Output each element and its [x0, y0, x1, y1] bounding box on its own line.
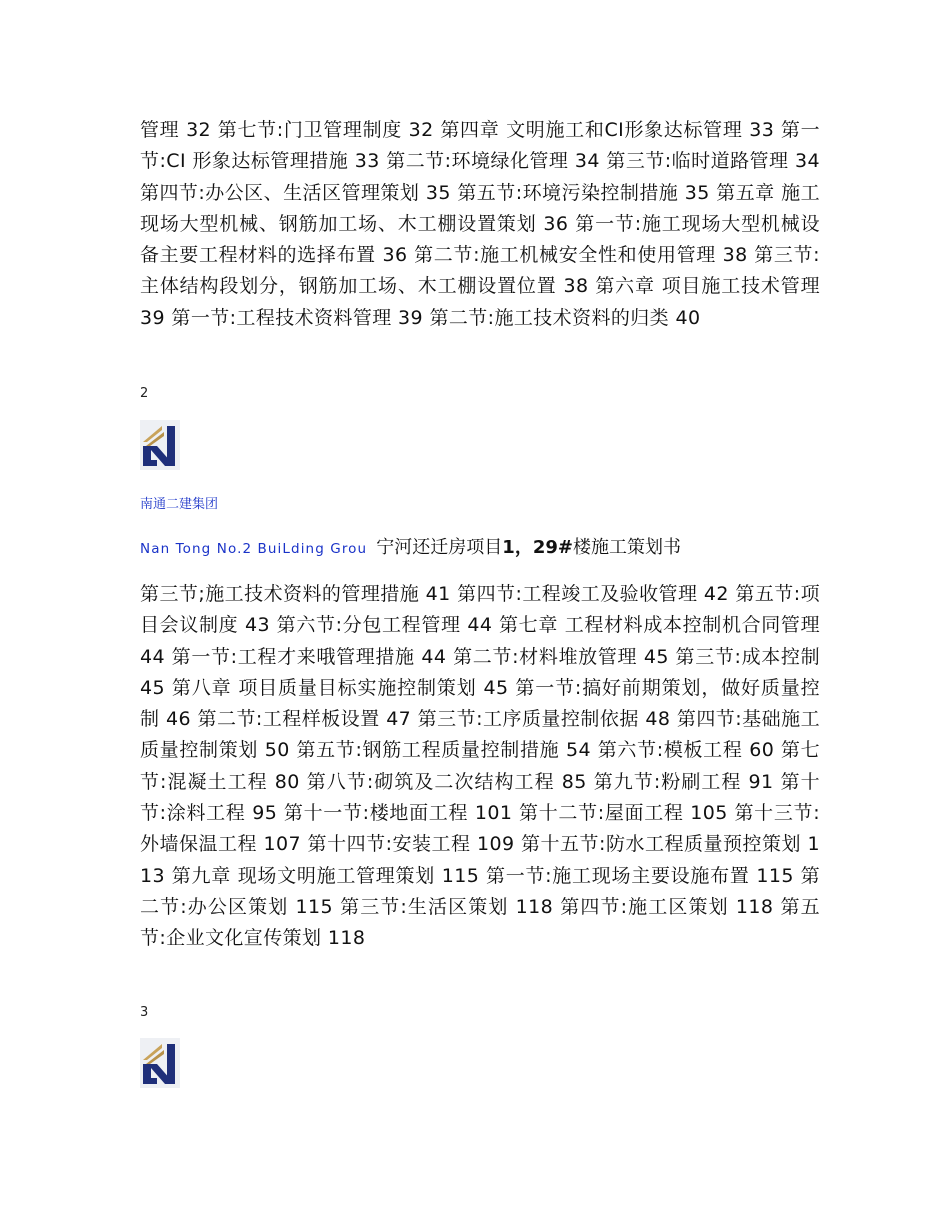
company-logo-icon	[140, 1038, 180, 1088]
project-title	[376, 537, 681, 558]
toc-text-block-1: 管理 32 第七节:门卫管理制度 32 第四章 文明施工和CI形象达标管理 33 第一节:CI 形象达标管理措施 33 第二节:环境绿化管理 34 第三节:临时道路管理 34 第四节:办公区、生活区管理策划 35 第五节:环境污染控制措施 35 第五章 施工现场大型机械、钢筋加工场、木工棚设置策划 36 第一节:施工现场大型机械设备主要工程材料的选择布置 36 第二节:施工机械安全性和使用管理 38 第三节:主体结构段划分，钢筋加工场、木工棚设置位置 38 第六章 项目施工技术管理 39 第一节:工程技术资料管理 39 第二节:施工技术资料的归类 40	[140, 119, 820, 329]
page-number: 2	[140, 386, 149, 401]
project-title-number: 1，29#	[502, 537, 573, 558]
company-name-cn: 南通二建集团	[140, 497, 219, 512]
toc-text-block-2: 第三节;施工技术资料的管理措施 41 第四节:工程竣工及验收管理 42 第五节:项目会议制度 43 第六节:分包工程管理 44 第七章 工程材料成本控制机合同管理 44 第一节:工程才来哦管理措施 44 第二节:材料堆放管理 45 第三节:成本控制 45 第八章 项目质量目标实施控制策划 45 第一节:搞好前期策划，做好质量控制 46 第二节:工程样板设置 47 第三节:工序质量控制依据 48 第四节:基础施工质量控制策划 50 第五节:钢筋工程质量控制措施 54 第六节:模板工程 60 第七节:混凝土工程 80 第八节:砌筑及二次结构工程 85 第九节:粉刷工程 91 第十节:涂料工程 95 第十一节:楼地面工程 101 第十二节:屋面工程 105 第十三节:外墙保温工程 107 第十四节:安装工程 109 第十五节:防水工程质量预控策划 113 第九章 现场文明施工管理策划 115 第一节:施工现场主要设施布置 115 第二节:办公区策划 115 第三节:生活区策划 118 第四节:施工区策划 118 第五节:企业文化宣传策划 118	[140, 583, 820, 950]
company-logo-icon	[140, 420, 180, 470]
company-name-en: Nan Tong No.2 BuiLding Grou	[140, 541, 368, 557]
page-number: 3	[140, 1005, 149, 1020]
running-header	[140, 533, 681, 559]
project-title-suffix: 楼施工策划书	[572, 537, 681, 558]
project-title-prefix: 宁河还迁房项目	[376, 537, 503, 558]
